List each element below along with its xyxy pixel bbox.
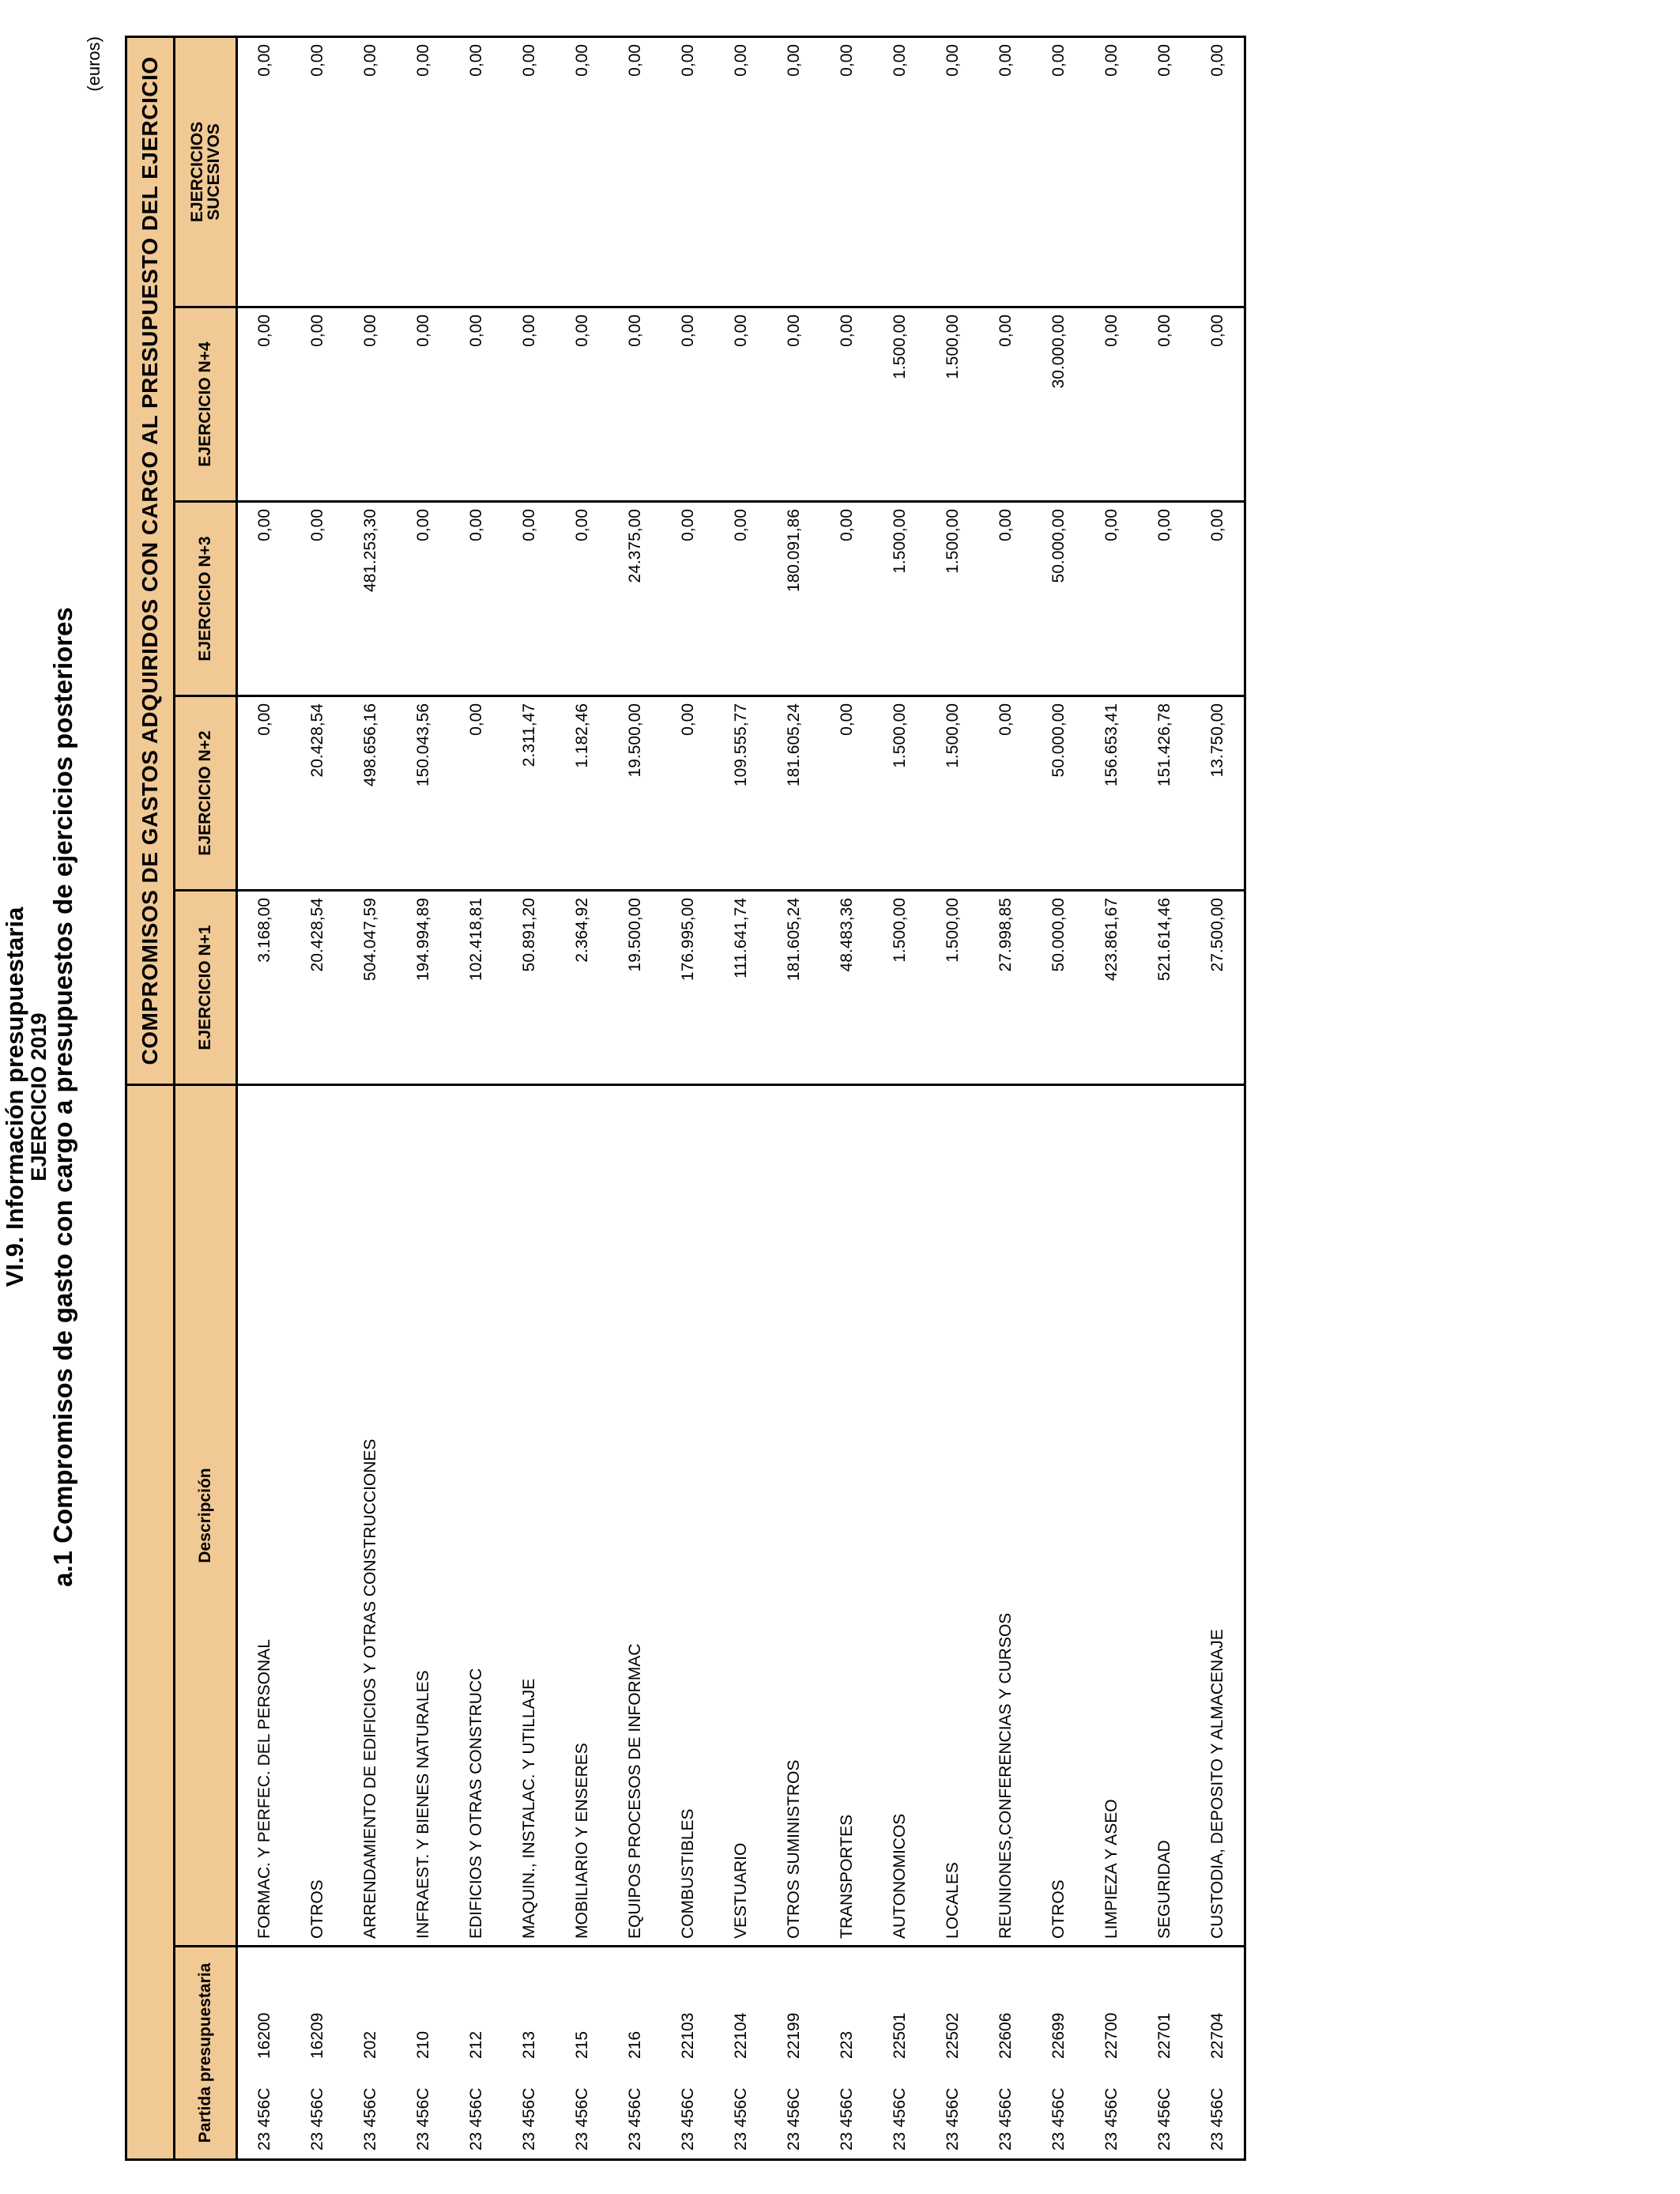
n3-cell: 0,00 [661, 502, 714, 696]
col-suc-header [175, 36, 237, 307]
n4-cell: 30.000,00 [1032, 307, 1085, 502]
n1-cell: 1.500,00 [926, 891, 979, 1085]
partida-section: 23 456C [1049, 2087, 1068, 2151]
sucesivos-cell: 0,00 [397, 36, 450, 307]
partida-article: 22199 [784, 2012, 803, 2059]
n3-cell: 180.091,86 [767, 502, 820, 696]
sucesivos-cell: 0,00 [1085, 36, 1138, 307]
partida-article: 16200 [254, 2012, 273, 2059]
n4-cell: 0,00 [1138, 307, 1191, 502]
n2-cell: 19.500,00 [608, 696, 661, 891]
n1-cell: 20.428,54 [291, 891, 344, 1085]
partida-section: 23 456C [996, 2087, 1015, 2151]
n4-cell: 0,00 [1191, 307, 1245, 502]
n4-cell: 0,00 [661, 307, 714, 502]
page-title: VI.9. Información presupuestaria [1, 907, 28, 1287]
n3-cell: 0,00 [291, 502, 344, 696]
col-n3-header: EJERCICIO N+3 [175, 502, 237, 696]
description-cell: OTROS [1032, 1085, 1085, 1947]
table-row [873, 36, 926, 2159]
n1-cell: 1.500,00 [873, 891, 926, 1085]
partida-section: 23 456C [360, 2087, 379, 2151]
partida-cell [344, 1947, 397, 2160]
n2-cell: 109.555,77 [714, 696, 767, 891]
partida-article: 22699 [1049, 2012, 1068, 2059]
partida-article: 213 [519, 2030, 538, 2059]
n3-cell: 0,00 [503, 502, 556, 696]
sucesivos-cell: 0,00 [503, 36, 556, 307]
unit-label: (euros) [84, 36, 104, 92]
partida-section: 23 456C [254, 2087, 273, 2151]
partida-cell [873, 1947, 926, 2160]
partida-cell [767, 1947, 820, 2160]
n3-cell: 0,00 [397, 502, 450, 696]
partida-section: 23 456C [890, 2087, 909, 2151]
col-n4-header: EJERCICIO N+4 [175, 307, 237, 502]
n1-cell: 423.861,67 [1085, 891, 1138, 1085]
col-descripcion-header: Descripción [175, 1085, 237, 1947]
n4-cell: 1.500,00 [873, 307, 926, 502]
table-row [661, 36, 714, 2159]
description-cell: OTROS SUMINISTROS [767, 1085, 820, 1947]
sucesivos-cell: 0,00 [237, 36, 292, 307]
n2-cell: 0,00 [237, 696, 292, 891]
description-cell: OTROS [291, 1085, 344, 1947]
table-row [291, 36, 344, 2159]
partida-cell [1191, 1947, 1245, 2160]
n4-cell: 0,00 [1085, 307, 1138, 502]
n2-cell: 13.750,00 [1191, 696, 1245, 891]
sucesivos-cell: 0,00 [556, 36, 608, 307]
partida-cell [556, 1947, 608, 2160]
n1-cell: 48.483,36 [820, 891, 873, 1085]
n3-cell: 0,00 [556, 502, 608, 696]
n3-cell: 0,00 [1191, 502, 1245, 696]
partida-article: 216 [625, 2030, 644, 2059]
n1-cell: 504.047,59 [344, 891, 397, 1085]
partida-article: 22704 [1207, 2012, 1226, 2059]
sucesivos-cell: 0,00 [820, 36, 873, 307]
n1-cell: 111.641,74 [714, 891, 767, 1085]
partida-cell [979, 1947, 1032, 2160]
n3-cell: 0,00 [820, 502, 873, 696]
partida-article: 22104 [731, 2012, 750, 2059]
n2-cell: 1.182,46 [556, 696, 608, 891]
col-partida-header: Partida presupuestaria [175, 1947, 237, 2160]
n4-cell: 0,00 [979, 307, 1032, 502]
n1-cell: 521.614,46 [1138, 891, 1191, 1085]
table-row [820, 36, 873, 2159]
n2-cell: 156.653,41 [1085, 696, 1138, 891]
n4-cell: 0,00 [503, 307, 556, 502]
table-row [767, 36, 820, 2159]
n1-cell: 176.995,00 [661, 891, 714, 1085]
col-n1-header: EJERCICIO N+1 [175, 891, 237, 1085]
page-subtitle: a.1 Compromisos de gasto con cargo a presupuestos de ejercicios posteriores [48, 607, 77, 1587]
sucesivos-cell: 0,00 [1191, 36, 1245, 307]
col-suc-header-line2: SUCESIVOS [205, 123, 223, 221]
n2-cell: 0,00 [820, 696, 873, 891]
partida-section: 23 456C [784, 2087, 803, 2151]
n4-cell: 0,00 [608, 307, 661, 502]
sucesivos-cell: 0,00 [1032, 36, 1085, 307]
n1-cell: 181.605,24 [767, 891, 820, 1085]
table-row [608, 36, 661, 2159]
n2-cell: 20.428,54 [291, 696, 344, 891]
partida-cell [1085, 1947, 1138, 2160]
description-cell: VESTUARIO [714, 1085, 767, 1947]
description-cell: EQUIPOS PROCESOS DE INFORMAC [608, 1085, 661, 1947]
partida-section: 23 456C [1102, 2087, 1121, 2151]
n2-cell: 1.500,00 [873, 696, 926, 891]
sucesivos-cell: 0,00 [450, 36, 503, 307]
sucesivos-cell: 0,00 [661, 36, 714, 307]
partida-cell [820, 1947, 873, 2160]
n4-cell: 0,00 [237, 307, 292, 502]
table-row [503, 36, 556, 2159]
partida-section: 23 456C [837, 2087, 856, 2151]
partida-cell [661, 1947, 714, 2160]
n4-cell: 0,00 [291, 307, 344, 502]
n3-cell: 0,00 [450, 502, 503, 696]
page-year: EJERCICIO 2019 [27, 1012, 51, 1182]
n1-cell: 19.500,00 [608, 891, 661, 1085]
n3-cell: 1.500,00 [926, 502, 979, 696]
sucesivos-cell: 0,00 [344, 36, 397, 307]
table-row [450, 36, 503, 2159]
n1-cell: 27.500,00 [1191, 891, 1245, 1085]
description-cell: COMBUSTIBLES [661, 1085, 714, 1947]
sucesivos-cell: 0,00 [714, 36, 767, 307]
partida-article: 22502 [943, 2012, 962, 2059]
n1-cell: 102.418,81 [450, 891, 503, 1085]
partida-cell [608, 1947, 661, 2160]
partida-cell [397, 1947, 450, 2160]
partida-section: 23 456C [731, 2087, 750, 2151]
partida-section: 23 456C [943, 2087, 962, 2151]
sucesivos-cell: 0,00 [608, 36, 661, 307]
partida-cell [503, 1947, 556, 2160]
description-cell: REUNIONES,CONFERENCIAS Y CURSOS [979, 1085, 1032, 1947]
n2-cell: 498.656,16 [344, 696, 397, 891]
n3-cell: 0,00 [1138, 502, 1191, 696]
n2-cell: 0,00 [450, 696, 503, 891]
sucesivos-cell: 0,00 [1138, 36, 1191, 307]
partida-section: 23 456C [307, 2087, 326, 2151]
n2-cell: 181.605,24 [767, 696, 820, 891]
table-body [237, 36, 1245, 2159]
table-row [714, 36, 767, 2159]
table-row [237, 36, 292, 2159]
n4-cell: 1.500,00 [926, 307, 979, 502]
n1-cell: 50.891,20 [503, 891, 556, 1085]
table-row [1032, 36, 1085, 2159]
partida-section: 23 456C [466, 2087, 485, 2151]
header-blank-cell [126, 1085, 175, 2160]
n2-cell: 0,00 [661, 696, 714, 891]
partida-cell [1032, 1947, 1085, 2160]
description-cell: MOBILIARIO Y ENSERES [556, 1085, 608, 1947]
n2-cell: 150.043,56 [397, 696, 450, 891]
partida-section: 23 456C [413, 2087, 432, 2151]
sucesivos-cell: 0,00 [926, 36, 979, 307]
n3-cell: 0,00 [237, 502, 292, 696]
description-cell: EDIFICIOS Y OTRAS CONSTRUCC [450, 1085, 503, 1947]
partida-section: 23 456C [625, 2087, 644, 2151]
partida-article: 212 [466, 2030, 485, 2059]
partida-article: 210 [413, 2030, 432, 2059]
description-cell: SEGURIDAD [1138, 1085, 1191, 1947]
partida-section: 23 456C [1155, 2087, 1173, 2151]
description-cell: LOCALES [926, 1085, 979, 1947]
n3-cell: 1.500,00 [873, 502, 926, 696]
description-cell: TRANSPORTES [820, 1085, 873, 1947]
n1-cell: 194.994,89 [397, 891, 450, 1085]
n3-cell: 0,00 [1085, 502, 1138, 696]
description-cell: CUSTODIA, DEPOSITO Y ALMACENAJE [1191, 1085, 1245, 1947]
table-row [926, 36, 979, 2159]
partida-article: 215 [572, 2030, 591, 2059]
n3-cell: 481.253,30 [344, 502, 397, 696]
partida-article: 22701 [1155, 2012, 1173, 2059]
partida-cell [291, 1947, 344, 2160]
n4-cell: 0,00 [450, 307, 503, 502]
partida-article: 16209 [307, 2012, 326, 2059]
description-cell: FORMAC. Y PERFEC. DEL PERSONAL [237, 1085, 292, 1947]
table-row [397, 36, 450, 2159]
partida-article: 223 [837, 2030, 856, 2059]
col-suc-header-line1: EJERCICIOS [188, 121, 206, 223]
commitments-table [125, 36, 1246, 2161]
partida-article: 22501 [890, 2012, 909, 2059]
n1-cell: 3.168,00 [237, 891, 292, 1085]
n1-cell: 27.998,85 [979, 891, 1032, 1085]
table-row [1085, 36, 1138, 2159]
n4-cell: 0,00 [397, 307, 450, 502]
table-row [979, 36, 1032, 2159]
col-n2-header: EJERCICIO N+2 [175, 696, 237, 891]
table-row [1138, 36, 1191, 2159]
n1-cell: 2.364,92 [556, 891, 608, 1085]
description-cell: MAQUIN., INSTALAC. Y UTILLAJE [503, 1085, 556, 1947]
n3-cell: 0,00 [979, 502, 1032, 696]
n2-cell: 2.311,47 [503, 696, 556, 891]
n3-cell: 50.000,00 [1032, 502, 1085, 696]
group-header: COMPROMISOS DE GASTOS ADQUIRIDOS CON CARGO AL PRESUPUESTO DEL EJERCICIO [126, 36, 175, 1084]
partida-cell [926, 1947, 979, 2160]
n3-cell: 24.375,00 [608, 502, 661, 696]
partida-article: 22103 [678, 2012, 697, 2059]
sucesivos-cell: 0,00 [873, 36, 926, 307]
n3-cell: 0,00 [714, 502, 767, 696]
partida-article: 22606 [996, 2012, 1015, 2059]
n4-cell: 0,00 [714, 307, 767, 502]
partida-cell [450, 1947, 503, 2160]
n4-cell: 0,00 [820, 307, 873, 502]
sucesivos-cell: 0,00 [291, 36, 344, 307]
partida-section: 23 456C [519, 2087, 538, 2151]
n2-cell: 151.426,78 [1138, 696, 1191, 891]
n4-cell: 0,00 [344, 307, 397, 502]
n1-cell: 50.000,00 [1032, 891, 1085, 1085]
sucesivos-cell: 0,00 [767, 36, 820, 307]
partida-section: 23 456C [572, 2087, 591, 2151]
partida-cell [1138, 1947, 1191, 2160]
n2-cell: 50.000,00 [1032, 696, 1085, 891]
description-cell: ARRENDAMIENTO DE EDIFICIOS Y OTRAS CONSTRUCCIONES [344, 1085, 397, 1947]
sucesivos-cell: 0,00 [979, 36, 1032, 307]
n4-cell: 0,00 [767, 307, 820, 502]
table-row [344, 36, 397, 2159]
partida-cell [237, 1947, 292, 2160]
n2-cell: 1.500,00 [926, 696, 979, 891]
partida-section: 23 456C [678, 2087, 697, 2151]
partida-section: 23 456C [1207, 2087, 1226, 2151]
table-row [1191, 36, 1245, 2159]
n2-cell: 0,00 [979, 696, 1032, 891]
n4-cell: 0,00 [556, 307, 608, 502]
description-cell: LIMPIEZA Y ASEO [1085, 1085, 1138, 1947]
partida-cell [714, 1947, 767, 2160]
partida-article: 22700 [1102, 2012, 1121, 2059]
description-cell: INFRAEST. Y BIENES NATURALES [397, 1085, 450, 1947]
description-cell: AUTONOMICOS [873, 1085, 926, 1947]
table-row [556, 36, 608, 2159]
partida-article: 202 [360, 2030, 379, 2059]
